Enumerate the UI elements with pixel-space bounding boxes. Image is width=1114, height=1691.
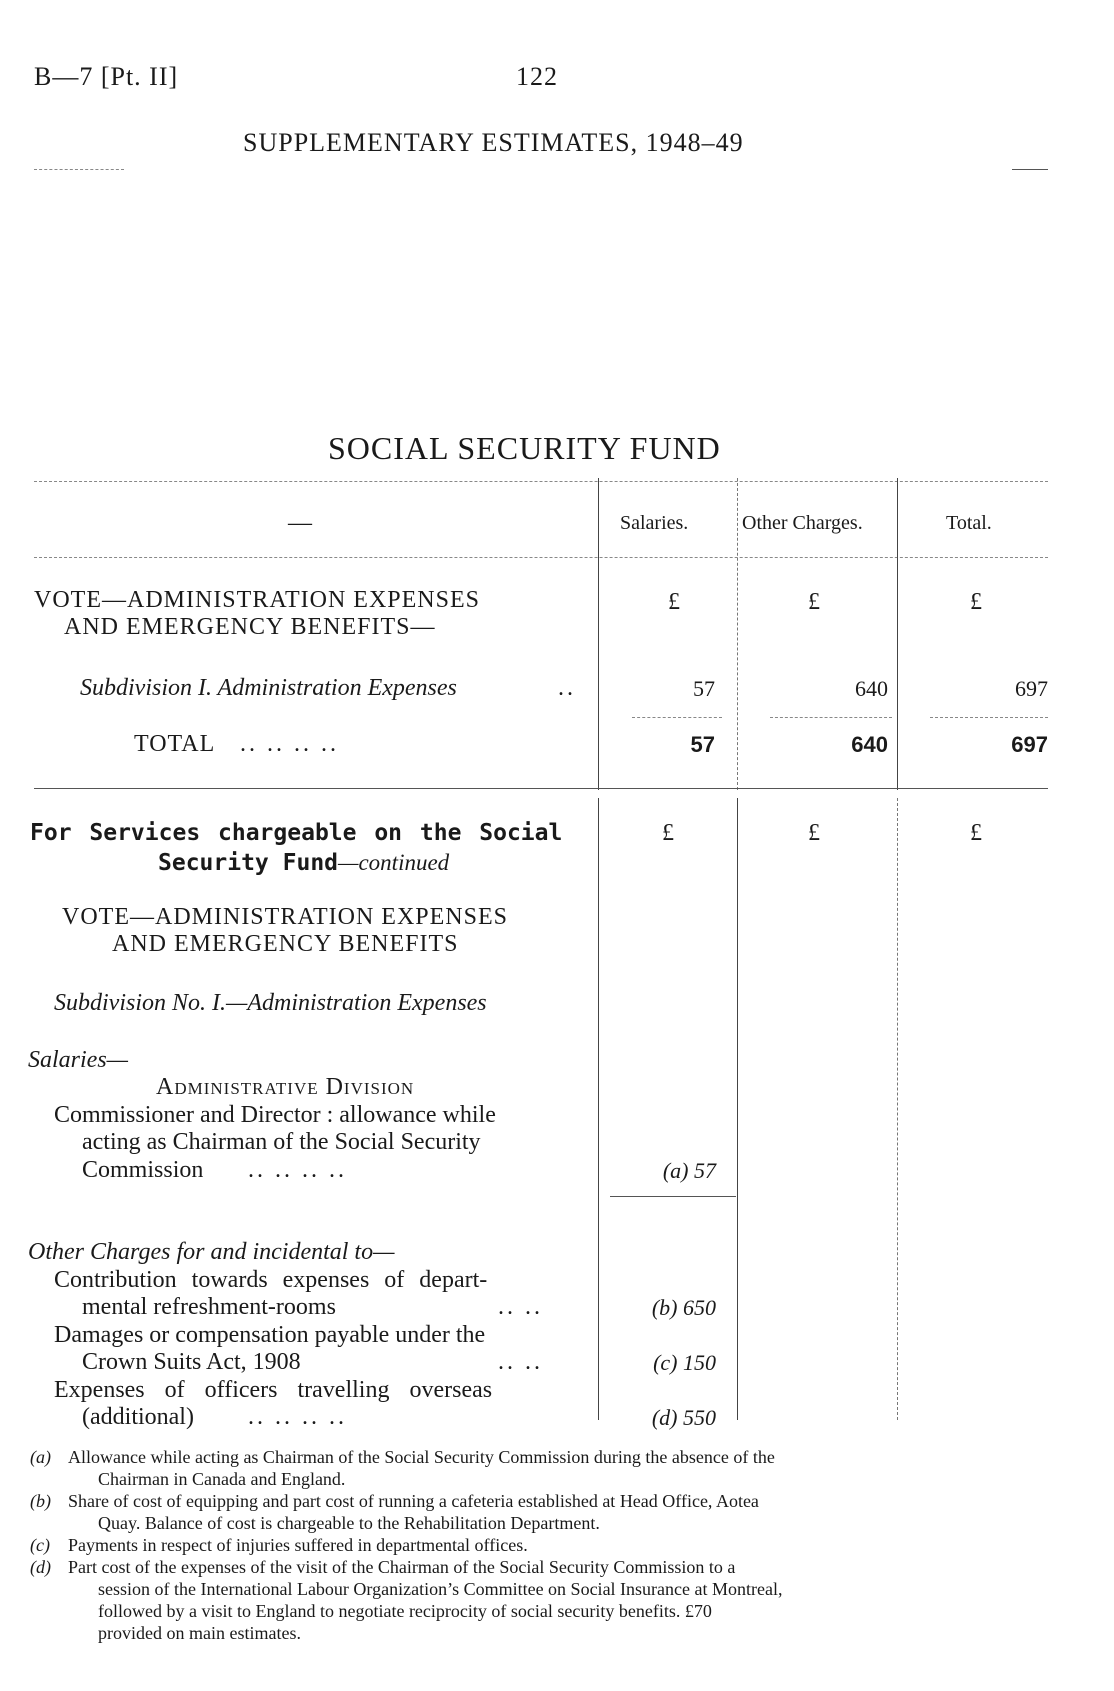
footnote-b-line2: Quay. Balance of cost is chargeable to the Rehabilitation Department.: [98, 1513, 600, 1533]
detail-vote-line2: AND EMERGENCY BENEFITS: [112, 931, 459, 957]
subtotal-rule-2: [770, 717, 892, 718]
footnote-d-line3: followed by a visit to England to negotiate reciprocity of social security benefits. £70: [98, 1601, 712, 1621]
footnote-d-line1: Part cost of the expenses of the visit of the Chairman of the Social Security Commission to a: [68, 1557, 736, 1577]
footnote-c-mark: (c): [30, 1535, 50, 1555]
detail-col-divider-2: [737, 798, 738, 1420]
summary-col-dash: —: [288, 510, 312, 536]
detail-heading-line2-italic: —continued: [338, 850, 450, 875]
summary-vote-line1: VOTE—ADMINISTRATION EXPENSES: [34, 587, 480, 613]
salaries-label: Salaries—: [28, 1047, 129, 1073]
footnote-a-line1: Allowance while acting as Chairman of the Social Security Commission during the absence of the: [68, 1447, 775, 1467]
summary-subdivision-other: 640: [855, 676, 888, 701]
page-title: SUPPLEMENTARY ESTIMATES, 1948–49: [243, 128, 744, 157]
summary-header-rule: [34, 557, 1048, 558]
item2-line1: Contribution towards expenses of depart-: [54, 1267, 488, 1293]
summary-currency-total: £: [970, 589, 982, 615]
summary-total-salaries: 57: [690, 732, 715, 757]
summary-subdivision-label: Subdivision I. Administration Expenses: [80, 675, 457, 701]
summary-vote-line2: AND EMERGENCY BENEFITS—: [64, 614, 436, 640]
salaries-end-rule: [610, 1196, 736, 1197]
item1-dots: .. .. .. ..: [248, 1157, 347, 1183]
item4-line2: (additional): [82, 1404, 194, 1430]
document-reference: B—7 [Pt. II]: [34, 62, 179, 91]
footnote-b-mark: (b): [30, 1491, 51, 1511]
item2-line2: mental refreshment-rooms: [82, 1294, 336, 1320]
summary-currency-salaries: £: [668, 589, 680, 615]
item2-dots: .. ..: [498, 1294, 543, 1320]
item4-value: (d) 550: [651, 1405, 716, 1430]
item4-line1: Expenses of officers travelling overseas: [54, 1377, 493, 1403]
division-heading: Administrative Division: [156, 1074, 415, 1100]
subtotal-rule-3: [930, 717, 1048, 718]
detail-col-divider-3: [897, 798, 898, 1420]
summary-total-label: TOTAL: [134, 731, 216, 757]
summary-top-rule: [34, 481, 1048, 482]
fund-title: SOCIAL SECURITY FUND: [328, 430, 721, 466]
detail-col-divider-1: [598, 798, 599, 1420]
summary-total-other: 640: [851, 732, 888, 757]
summary-col-divider-2: [737, 478, 738, 790]
other-charges-label: Other Charges for and incidental to—: [28, 1239, 395, 1265]
summary-total-total: 697: [1011, 732, 1048, 757]
footnote-b-line1: Share of cost of equipping and part cost of running a cafeteria established at Head Office, Aotea: [68, 1491, 759, 1511]
summary-col-total: Total.: [946, 512, 992, 534]
summary-col-divider-3: [897, 478, 898, 790]
page-number: 122: [516, 62, 558, 91]
item2-value: (b) 650: [651, 1295, 716, 1320]
summary-subdivision-dots: ..: [558, 675, 576, 701]
footnote-a-line2: Chairman in Canada and England.: [98, 1469, 346, 1489]
summary-col-salaries: Salaries.: [620, 512, 689, 534]
item3-line2: Crown Suits Act, 1908: [82, 1349, 301, 1375]
detail-currency-salaries: £: [662, 820, 674, 846]
footnote-d-mark: (d): [30, 1557, 51, 1577]
summary-subdivision-salaries: 57: [693, 676, 715, 701]
footnote-c-line1: Payments in respect of injuries suffered in departmental offices.: [68, 1535, 528, 1555]
header-rule-right: [1012, 169, 1048, 170]
item4-dots: .. .. .. ..: [248, 1404, 347, 1430]
detail-vote-line1: VOTE—ADMINISTRATION EXPENSES: [62, 904, 508, 930]
item3-line1: Damages or compensation payable under the: [54, 1322, 486, 1348]
detail-subdivision: Subdivision No. I.—Administration Expenses: [54, 990, 487, 1016]
footnote-d-line2: session of the International Labour Organization’s Committee on Social Insurance at Montreal,: [98, 1579, 783, 1599]
summary-total-dots: .. .. .. ..: [240, 731, 339, 757]
summary-bottom-rule: [34, 788, 1048, 789]
item1-line2: acting as Chairman of the Social Security: [82, 1129, 481, 1155]
summary-currency-other: £: [808, 589, 820, 615]
item3-value: (c) 150: [653, 1350, 716, 1375]
item1-line1: Commissioner and Director : allowance while: [54, 1102, 496, 1128]
summary-col-divider-1: [598, 478, 599, 790]
detail-heading-line2-bold: Security Fund: [158, 850, 339, 876]
header-rule-left: [34, 169, 124, 170]
footnote-a-mark: (a): [30, 1447, 51, 1467]
detail-currency-other: £: [808, 820, 820, 846]
subtotal-rule-1: [632, 717, 722, 718]
item1-line3: Commission: [82, 1157, 204, 1183]
summary-subdivision-total: 697: [1015, 676, 1048, 701]
footnote-d-line4: provided on main estimates.: [98, 1623, 301, 1643]
item3-dots: .. ..: [498, 1349, 543, 1375]
detail-currency-total: £: [970, 820, 982, 846]
summary-col-other-charges: Other Charges.: [742, 512, 863, 534]
item1-value: (a) 57: [662, 1158, 716, 1183]
detail-heading-line1: For Services chargeable on the Social: [30, 820, 563, 846]
detail-heading-line2: [158, 850, 449, 876]
